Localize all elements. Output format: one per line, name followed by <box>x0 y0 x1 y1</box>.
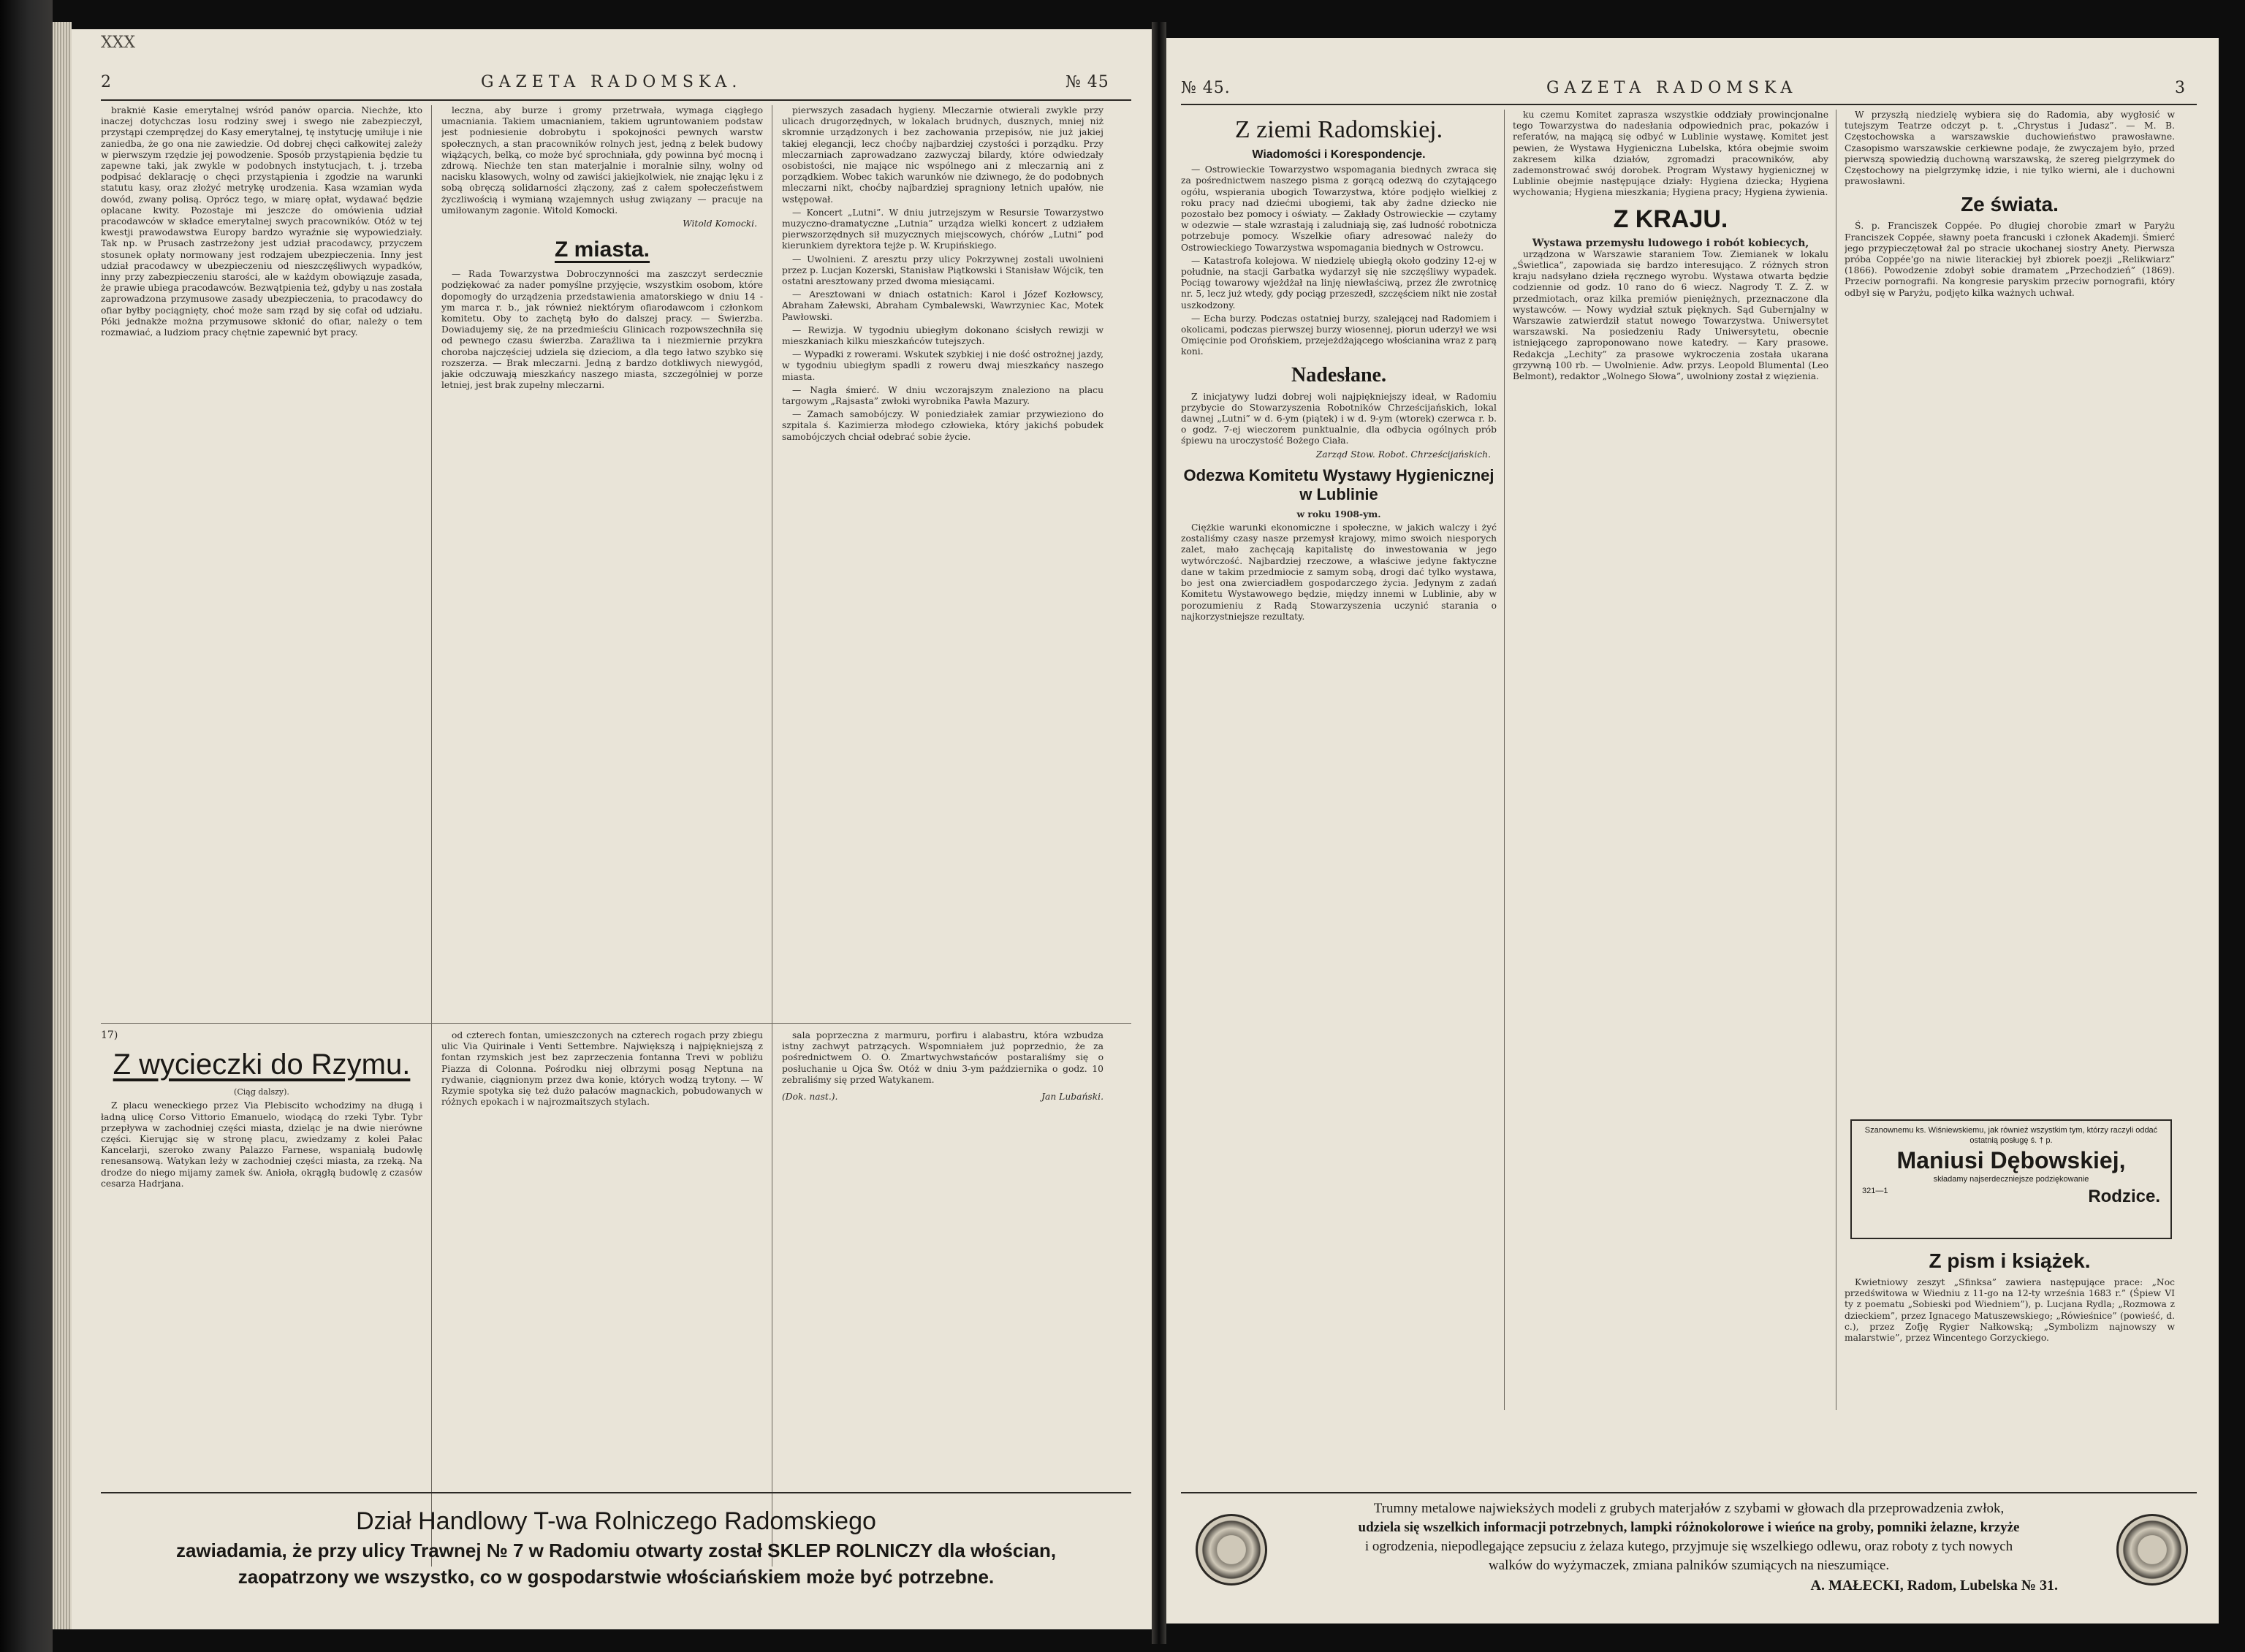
ad-rule <box>1181 1492 2197 1493</box>
page-number: 3 <box>2175 79 2190 97</box>
column-2-country <box>1513 110 1828 1410</box>
article-text: W przyszłą niedzielę wybiera się do Radomia, aby wygłosić w tutejszym Teatrze odczyt p. t. „Chrystus i Judasz”. — M. B. Częstochowska a warszawskie duchowieństwo prawosławne. Czasopismo warszawskie cerkiewne podaje, że zwyczajem było, przed pierwszą spowiedzią duchowną warszawską, że szereg pielgrzymek do Częstochowy na pielgrzymkę idzie, i nie tylko wierni, ale i duchowni prawosławni. <box>1845 110 2175 187</box>
news-item: — Koncert „Lutni”. W dniu jutrzejszym w Resursie Towarzystwo muzyczno-dramatyczne „Lutnia” urządza wielki koncert z udziałem pierwszorzędnych sił muzycznych miejscowych, chórów „Lutni” pod kierunkiem dyrektora tejże p. W. Krupińskiego. <box>782 207 1103 251</box>
ad-rule <box>101 1492 1131 1493</box>
article-text: pierwszych zasadach hygieny. Mleczarnie otwierali zwykle przy ulicach drugorzędnych, w lokalach brudnych, dusznych, mniej niż skromnie urządzonych i bez zachowania przepisów, nie już jakiej takiej elegancji, lecz choćby najbardziej czystości i porządku. Przy mleczarniach zaprowadzano zazwyczaj bilardy, które odwiedzały osobistości, nie mające nic wspólnego ani z mleczarnią ani z porządkiem. Wobec takich warunków nie dziwnego, że do podobnych mleczarni nikt, choćby najbardziej spragniony letnich upałów, nie wstępował. <box>782 105 1103 205</box>
section-title-z-kraju: Z KRAJU. <box>1613 205 1728 233</box>
running-title: GAZETA RADOMSKA <box>1546 79 1798 97</box>
feuilleton-author: Jan Lubański. <box>1041 1092 1103 1103</box>
notice-line: Szanownemu ks. Wiśniewskiemu, jak również wszystkim tym, którzy raczyli oddać ostatnią posługę ś. † p. <box>1864 1126 2158 1145</box>
page-edges <box>53 22 72 1629</box>
article-text: Ś. p. Franciszek Coppée. Po długiej chorobie zmarł w Paryżu Franciszek Coppée, sławny poeta francuski i członek Akademji. Śmierć jego przypieczętował żal po stracie ukochanej siostry Anety. Pierwsza próba Coppée'go na niwie literackiej był zbiorek poezji „Relikwiarz” (1866). Powodzenie zdobył sobie dramatem „Przechodzień” (1869). Przeciw pornografii. Na kongresie paryskim przeciw pornografii, który odbył się w Paryżu, podjęto kilka ważnych uchwał. <box>1845 221 2175 298</box>
notice-line: składamy najserdeczniejsze podziękowanie <box>1933 1175 2089 1184</box>
news-item: — Rewizja. W tygodniu ubiegłym dokonano ścisłych rewizji w mieszkaniach kilku mieszkańców tutejszych. <box>782 324 1103 347</box>
news-item: — Wypadki z rowerami. Wskutek szybkiej i nie dość ostrożnej jazdy, w tygodniu ubiegłym spadli z roweru dwaj mieszkańcy naszego miasta. <box>782 349 1103 382</box>
feuilleton-title: Z wycieczki do Rzymu. <box>113 1048 411 1081</box>
left-page <box>72 29 1152 1629</box>
column-3-books <box>1845 1244 2175 1412</box>
news-item: — Katastrofa kolejowa. W niedzielę ubiegłą około godziny 12-ej w południe, na stacji Garbatka wydarzył się nie szczęśliwy wypadek. Pociąg towarowy wjeżdżał na linję niewłaściwą, przez źle zwrotnicę nr. 5, lecz już wtedy, gdy pociąg przeszedł, szczęściem nikt nie został uszkodzony. <box>1181 255 1497 311</box>
feuilleton-footer <box>782 1092 1103 1103</box>
ad-line: zaopatrzony we wszystko, co w gospodarstwie włościańskiem może być potrzebne. <box>238 1566 995 1588</box>
article-text: ku czemu Komitet zaprasza wszystkie oddziały prowincjonalne tego Towarzystwa do nadesłania odpowiednich prac, pokazów i referatów, na mającą się odbyć w Lublinie wystawę. Komitet jest pewien, że Wystawa Hygieniczna Lubelska, która obejmie swoim zakresem kilka działów, zgromadzi pracowników, aby zademonstrować swój dorobek. Program Wystawy hygienicznej w Lublinie obejmie następujące działy: Hygiena dziecka; Hygiena wychowania; Hygiena mieszkania; Hygiena pracy; Hygiena żywienia. <box>1513 110 1828 198</box>
article-text: brakniė Kasie emerytalnej wśród panów oparcia. Niechże, kto inaczej dotychczas losu rodziny swej i swego nie zabezpieczył, przystąpi czemprędzej do Kasy emerytalnej, tę instytucję umiłuje i nie zaniedba, że go ona nie zawiedzie. Od dobrej chęci całkowitej zależy w pierwszym rzędzie jej powodzenie. Sposób przystąpienia będzie tu zapewne taki, jak zwykle w podobnych instytucjach, t. j. trzeba podpisać deklarację o chęci przystąpienia i zgodzie na warunki statutu kasy, oraz złożyć metrykę urodzenia. Kasa wzamian wyda dowód, zwany polisą. Oprócz tego, w miarę opłat, wydawać będzie oplacane kwity. Pozostaje mi jeszcze do omówienia udział pracodawców w składce emerytalnej swych pracowników. Otóż w tej kwestji prawodawstwa Europy bardzo wyraźnie się wypowiedziały. Tak np. w Prusach zastrzeżony jest udział pracodawcy, przyczem stosunek opłaty normowany jest rodzajem ubezpieczenia. Inny jest udział pracodawcy w ubezpieczeniu od nieszczęśliwych wypadków, inny przy zabezpieczeniu starości, ale w każdym obowiązuje zasada, że prawie ubiega pracodawców. Bezwątpienia też, gdyby u nas została zaprowadzona przymusowe zasady ubezpieczenia, to pracodawcy do ofiar byłby pociągnięty, choć może sam rząd by się cofał od udziału. Póki jednakże można przymusowe skłonić do ofiar, należy o tem rozmawiać, a ludziom pracy chętnie zapewnić byt pracy. <box>101 105 422 338</box>
column-3-world <box>1845 110 2175 577</box>
issue-number: № 45 <box>1065 73 1109 91</box>
book-spine <box>1152 22 1166 1644</box>
article-signature: Zarząd Stow. Robot. Chrześcijańskich. <box>1315 449 1491 460</box>
column-divider <box>431 105 432 1567</box>
news-item: — Nagła śmierć. W dniu wczorajszym znaleziono na placu targowym „Rajsasta” zwłoki wyrobnika Pawła Mazury. <box>782 384 1103 407</box>
page-number: 2 <box>101 73 116 91</box>
feuilleton-column-3 <box>782 1030 1103 1483</box>
notice-name: Maniusi Dębowskiej, <box>1896 1147 2126 1173</box>
news-item: — Zamach samobójczy. W poniedziałek zamiar przywieziono do szpitala ś. Kazimierza młodego człowieka, który jakichś pobudek samobójczych chciał odebrać sobie życie. <box>782 409 1103 442</box>
to-be-continued: (Dok. nast.). <box>782 1092 838 1103</box>
article-signature: Witold Komocki. <box>683 218 757 229</box>
section-title-odezwa: Odezwa Komitetu Wystawy Hygienicznej w Lublinie <box>1183 465 1494 503</box>
ad-line: Trumny metalowe najwieksżych modeli z grubych materjałów z szybami w głowach dla przeprowadzenia zwłok, <box>1373 1501 2005 1516</box>
advertisement-sklep-rolniczy <box>101 1505 1131 1590</box>
ad-line: zawiadamia, że przy ulicy Trawnej № 7 w Radomiu otwarty został SKLEP ROLNICZY dla włościan, <box>175 1539 1057 1561</box>
section-subtitle: Wystawa przemysłu ludowego i robót kobiecych, <box>1532 237 1809 249</box>
news-item: — Echa burzy. Podczas ostatniej burzy, szalejącej nad Radomiem i okolicami, podczas pierwszej burzy wiosennej, piorun uderzył we wsi Omięcinie pod Orońskiem, przejeżdżającego włościanina wraz z parą koni. <box>1181 313 1497 357</box>
feuilleton-text: Z placu weneckiego przez Via Plebiscito wchodzimy na długą i ładną ulicę Corso Vittorio Emanuelo, wiodącą do rzeki Tybr. Tybr przepływa w zachodniej części miasta, dzieląc je na dwie nierówne części. Kierując się w stronę placu, zwiedzamy z kolei Pałac Kancelarji, szeroko zwany Palazzo Farnese, wspaniałą budowlę renesansową. Watykan leży w zachodniej części miasta, za rzeką. Na drodze do niego mijamy zamek św. Anioła, okrągłą budowlę z czasów cesarza Hadrjana. <box>101 1100 422 1189</box>
article-text: leczna, aby burze i gromy przetrwała, wymaga ciągłego umacniania. Takiem umacnianiem, takiem ugruntowaniem podstaw jest podniesienie dobrobytu i spokojności pewnych warstw społecznych, a stan pracowników rolnych jest, jedną z belek budowy wiążących, belką, co może być sprochniała, gdy powinna być mocną i zdrową. Niechże ten stan materjalnie i moralnie silny, wolny od nacisku klasowych, wolny od zawiści jakiejkolwiek, nie znając lęku i z sobą obręczą solidarności złączony, zaś z całem społeczeństwem życzliwością i wymianą wzajemnych usług związany — pracuje na umiłowanym zagonie. Witold Komocki. <box>441 105 763 216</box>
feuilleton-column-2 <box>441 1030 763 1483</box>
column-2-article <box>441 105 763 1114</box>
issue-number: № 45. <box>1181 79 1231 97</box>
header-rule <box>1181 104 2197 105</box>
book-binding <box>0 0 53 1652</box>
section-title-z-miasta: Z miasta. <box>554 237 650 262</box>
article-text: urządzona w Warszawie staraniem Tow. Ziemianek w lokalu „Świetlica”, zapowiada się bardzo interesująco. Z różnych stron kraju nadsyłano dzieła ręcznego wyrobu. Wystawa otwarta będzie codziennie od godz. 10 rano do 6 wiecz. Nagrody T. Z. Z. w przedmiotach, oraz kilka premiów pieniężnych, przeznaczone dla wystawców. — Nowy wydział sztuk pięknych. Sąd Gubernjalny w Warszawie zatwierdził statut nowego Towarzystwa. Uniwersytet warszawski. Na posiedzeniu Rady Uniwersytetu, obecnie istniejącego zaproponowano nowe katedry. — Kary prasowe. Redakcja „Lechity” za prasowe wykroczenia została ukarana grzywną 100 rb. — Uwolnienie. Adw. przys. Leopold Blumental (Leo Belmont), redaktor „Wolnego Słowa”, uwolniony został z więzienia. <box>1513 248 1828 382</box>
feuilleton-text: sala poprzeczna z marmuru, porfiru i alabastru, która wzbudza istny zachwyt patrzących. Wspomniałem już poprzednio, że za pośrednictwem O. O. Zmartwychwstańców postaraliśmy się o posłuchanie u Ojca Św. Otóż w dniu 3-ym października o godz. 10 zebraliśmy się przed Watykanem. <box>782 1030 1103 1085</box>
notice-code: 321—1 <box>1862 1187 1888 1195</box>
thanks-notice-box <box>1850 1119 2172 1239</box>
column-3-news <box>782 105 1103 1019</box>
header-rule <box>101 99 1131 101</box>
news-item: — Uwolnieni. Z aresztu przy ulicy Pokrzywnej zostali uwolnieni przez p. Lucjan Kozerski, Stanisław Piątkowski i Stanisław Wójcik, ten ostatni aresztowany przed dwoma miesiącami. <box>782 254 1103 287</box>
feuilleton-continuation: (Ciąg dalszy). <box>234 1087 289 1097</box>
section-title-ze-swiata: Ze świata. <box>1961 193 2059 216</box>
section-year: w roku 1908-ym. <box>1296 508 1381 519</box>
right-page <box>1166 38 2219 1624</box>
article-text: Ciężkie warunki ekonomiczne i społeczne, w jakich walczy i żyć zostaliśmy czasy nasze przemysł krajowy, mimo swoich niesporych zalet, mało zachęcają kapitalistę do inwestowania w jego wytwórczość. Najbardziej rzeczowe, a właściwe jedyne faktyczne dane w takim przedmiocie z samym sobą, drogi dać tylko wystawa, bo jest ona zwierciadłem gospodarczego życia. Jedynym z zadań Komitetu Wystawowego będzie, między innemi w Lublinie, aby w porozumieniu z Radą Stowarzyszenia uczynić starania o najkorzystniejsze rezultaty. <box>1181 522 1497 622</box>
column-1-regional <box>1181 110 1497 1410</box>
left-header <box>72 73 1152 102</box>
feuilleton-rome <box>101 1030 422 1483</box>
advertisement-malecki <box>1276 1499 2102 1596</box>
section-title-z-pism-i-ksiazek: Z pism i książek. <box>1929 1249 2091 1272</box>
ad-line: i ogrodzenia, niepodlegające zepsuciu z żelaza kutego, przyjmuje się wszelkiego odlewu, oraz roboty z tych nowych <box>1364 1539 2013 1554</box>
notice-footer <box>1852 1184 2170 1210</box>
ad-line: udziela się wszelkich informacji potrzebnych, lampki różnokolorowe i wieńce na groby, pomniki żelazne, krzyże <box>1358 1520 2020 1535</box>
feuilleton-rule <box>101 1023 1131 1024</box>
notice-signature: Rodzice. <box>2088 1187 2160 1206</box>
feuilleton-number: 17) <box>101 1030 118 1041</box>
column-1-article <box>101 105 422 519</box>
ad-line: walków do wyżymaczek, zmiana palników szumiących na nieszumiące. <box>1488 1558 1890 1573</box>
page-tag: XXX <box>101 34 135 52</box>
section-subtitle: Wiadomości i Korespondencje. <box>1252 148 1426 161</box>
left-emblem-icon <box>1196 1514 1267 1586</box>
ad-headline: Dział Handlowy T-wa Rolniczego Radomskiego <box>356 1507 876 1535</box>
article-text: — Ostrowieckie Towarzystwo wspomagania biednych zwraca się za pośrednictwem naszego pisma z gorącą odezwą do czytającego ogółu, wspierania ubogich Towarzystwa, które podjęło wielkiej z roku pracy nad dziećmi ubogiemi, tak aby żadne dziecko nie pozostało bez pomocy i oświaty. — Zakłady Ostrowieckie — czytamy w odezwie — stale wzrastają i zaludniają się, zaś ludność robotnicza potrzebuje pomocy. Wszelkie ofiary adresować należy do Ostrowieckiego Towarzystwa wspomagania biednych w Ostrowcu. <box>1181 164 1497 253</box>
column-divider <box>1504 110 1505 1410</box>
right-emblem-icon <box>2116 1514 2188 1586</box>
section-title-nadeslane: Nadesłane. <box>1291 363 1386 387</box>
article-text: Z inicjatywy ludzi dobrej woli najpiękniejszy ideał, w Radomiu przybycie do Stowarzyszenia Robotników Chrześcijańskich, lokal dawnej „Lutni” w d. 6-ym (piątek) i w d. 9-ym (wtorek) czerwca r. b. o godz. 7-ej wieczorem punktualnie, dla odbycia ogólnych prób śpiewu na uroczystość Bożego Ciała. <box>1181 391 1497 446</box>
section-text: — Rada Towarzystwa Dobroczynności ma zaszczyt serdecznie podziękować za nader pomyślne przyjęcie, wszystkim osobom, które dopomogły do urządzenia przedstawienia amatorskiego w dniu 14 - ym marca r. b., jak również niektórym ofiarodawcom i członkom komitetu. Oby to zachętą było do dalszej pracy. — Świerzba. Dowiadujemy się, że na przedmieściu Glinicach rozpowszechniła się od pewnego czasu świerzba. Zaraźliwa ta i niezmiernie przykra choroba najczęściej udziela się dzieciom, a dla tego łatwo szybko się rozszerza. — Brak mleczarni. Jedną z bardzo dotkliwych niewygód, jakie odczuwają mieszkańcy naszego miasta, szczególniej w porze letniej, jest brak zupełny mleczarni. <box>441 269 763 391</box>
article-text: Kwietniowy zeszyt „Sfinksa” zawiera następujące prace: „Noc przedświtowa w Wiedniu z 11-go na 12-ty września 1683 r.” (Śpiew VI ty z poematu „Sobieski pod Wiedniem”), p. Lucjana Rydla; „Rozmowa z dzieckiem”, przez Ignacego Matuszewskiego; „Rówieśnice” (powieść, d. c.), przez Zofję Rygier Nałkowską; „Symbolizm najnowszy w malarstwie”, przez Wincentego Gorzyckiego. <box>1845 1277 2175 1344</box>
news-item: — Aresztowani w dniach ostatnich: Karol i Józef Kozłowscy, Abraham Załewski, Abraham Cymbalewski, Wawrzyniec Kac, Motek Pawłowski. <box>782 289 1103 322</box>
running-title: GAZETA RADOMSKA. <box>481 73 742 91</box>
feuilleton-text: od czterech fontan, umieszczonych na czterech rogach przy zbiegu ulic Via Quirinale i Venti Settembre. Największą i najpiękniejszą z fontan rzymskich jest bez zaprzeczenia fontanna Trevi w pobliżu Piazza di Colonna. Pośrodku niej olbrzymi posąg Neptuna na rydwanie, ciągnionym przez dwa konie, których wodzą trytony. — W Rzymie spotyka się też dużo pałaców magnackich, pobudowanych w różnych epokach i w najrozmaitszych stylach. <box>441 1030 763 1108</box>
section-title-z-ziemi-radomskiej: Z ziemi Radomskiej. <box>1234 116 1443 143</box>
ad-signature: A. MAŁECKI, Radom, Lubelska № 31. <box>1810 1577 2058 1594</box>
